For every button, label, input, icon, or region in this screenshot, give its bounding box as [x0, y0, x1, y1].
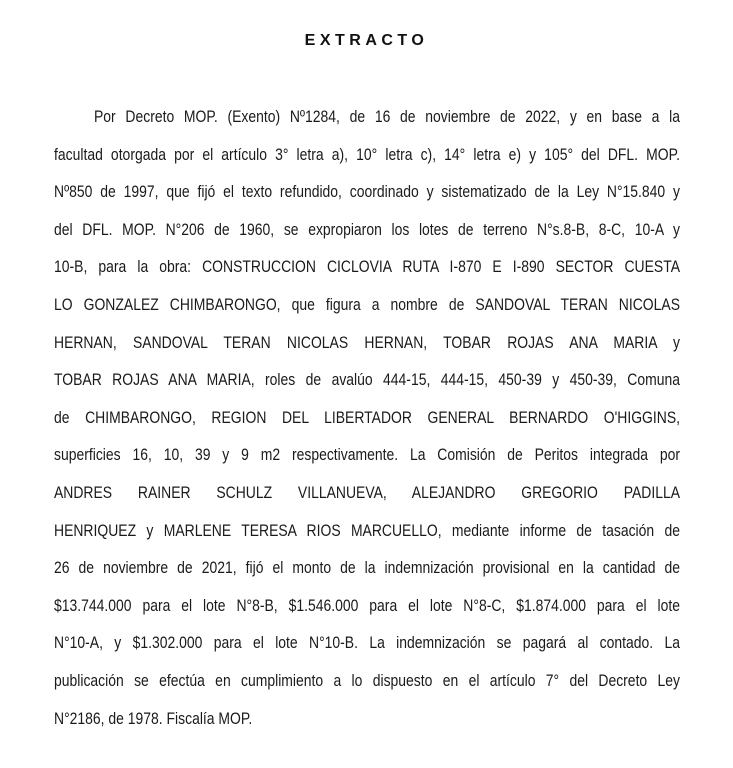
- text-line-11: ANDRES RAINER SCHULZ VILLANUEVA, ALEJANDRO GREGORIO PADILLA: [54, 482, 681, 502]
- text-line-10: superficies 16, 10, 39 y 9 m2 respectivamente. La Comisión de Peritos integrada por: [54, 445, 680, 465]
- text-line-5: 10-B, para la obra: CONSTRUCCION CICLOVIA RUTA I-870 E I-890 SECTOR CUESTA: [54, 257, 680, 277]
- text-line-3: Nº850 de 1997, que fijó el texto refundido, coordinado y sistematizado de la Ley N°15.840 y: [54, 182, 680, 202]
- text-line-4: del DFL. MOP. N°206 de 1960, se expropiaron los lotes de terreno N°s.8-B, 8-C, 10-A y: [54, 219, 681, 239]
- document-title: EXTRACTO: [304, 32, 429, 49]
- text-line-15: N°10-A, y $1.302.000 para el lote N°10-B. La indemnización se pagará al contado. La: [54, 633, 680, 653]
- text-line-9: de CHIMBARONGO, REGION DEL LIBERTADOR GENERAL BERNARDO O'HIGGINS,: [54, 407, 681, 427]
- extract-body: [54, 104, 680, 743]
- text-line-13: 26 de noviembre de 2021, fijó el monto de la indemnización provisional en la cantidad de: [54, 558, 680, 578]
- text-line-8: TOBAR ROJAS ANA MARIA, roles de avalúo 444-15, 444-15, 450-39 y 450-39, Comuna: [54, 370, 681, 390]
- text-line-16: publicación se efectúa en cumplimiento a lo dispuesto en el artículo 7° del Decreto Ley: [54, 670, 681, 690]
- text-line-6: LO GONZALEZ CHIMBARONGO, que figura a nombre de SANDOVAL TERAN NICOLAS: [54, 294, 681, 314]
- text-line-2: facultad otorgada por el artículo 3° letra a), 10° letra c), 14° letra e) y 105° del DFL. MOP.: [54, 144, 680, 164]
- text-line-14: $13.744.000 para el lote N°8-B, $1.546.000 para el lote N°8-C, $1.874.000 para el lote: [54, 595, 681, 615]
- text-line-7: HERNAN, SANDOVAL TERAN NICOLAS HERNAN, TOBAR ROJAS ANA MARIA y: [54, 332, 681, 352]
- text-line-12: HENRIQUEZ y MARLENE TERESA RIOS MARCUELLO, mediante informe de tasación de: [54, 520, 681, 540]
- text-line-17: N°2186, de 1978. Fiscalía MOP.: [54, 708, 253, 728]
- text-line-1: Por Decreto MOP. (Exento) Nº1284, de 16 de noviembre de 2022, y en base a la: [94, 107, 681, 126]
